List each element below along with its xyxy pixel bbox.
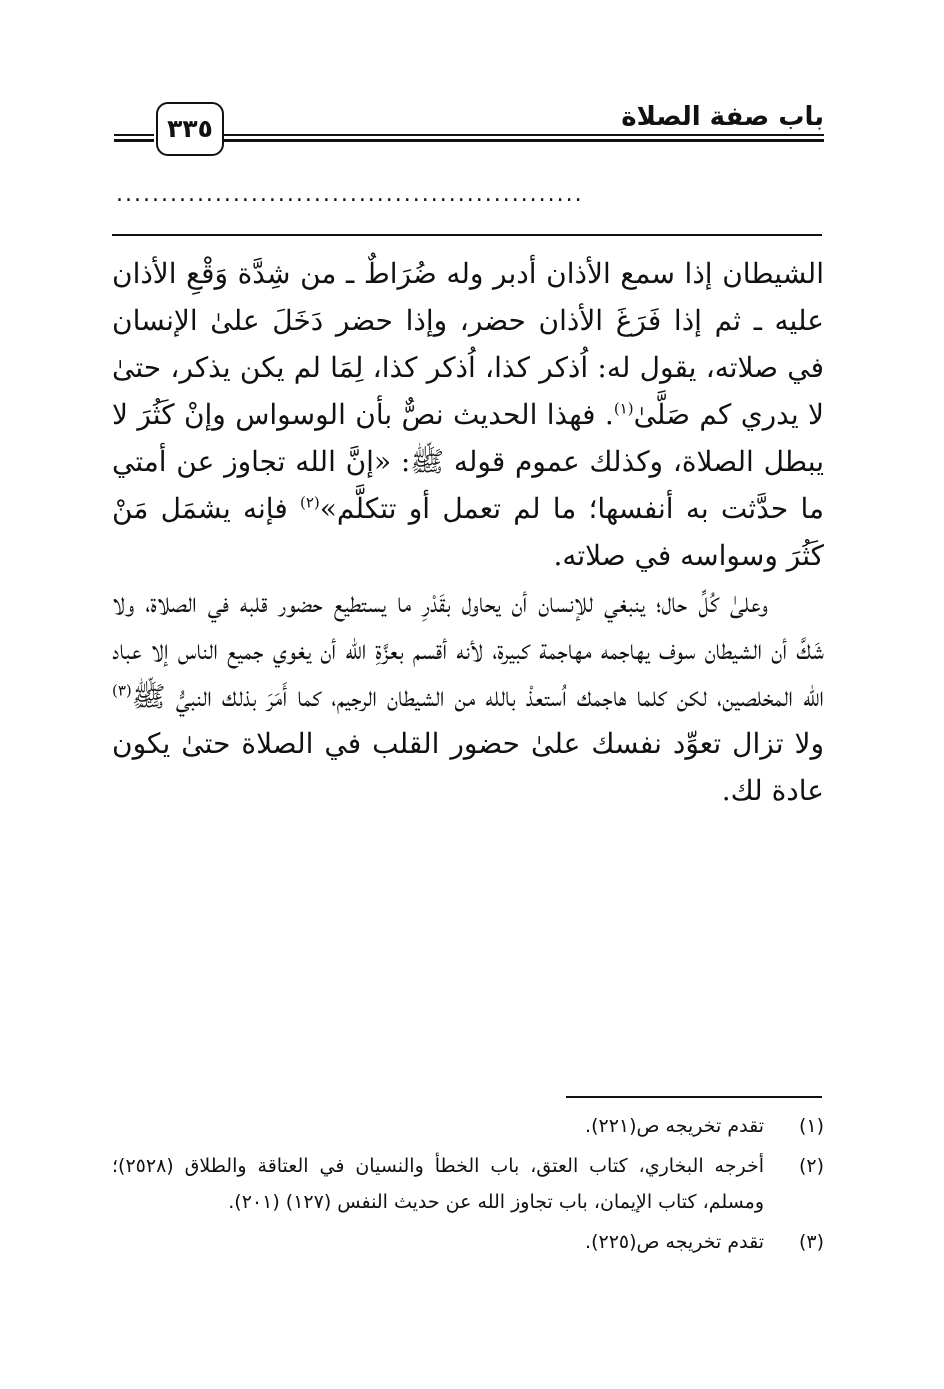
chapter-title: باب صفة الصلاة (621, 102, 824, 132)
footnote-number: (٣) (798, 1231, 824, 1253)
paragraph-2 (112, 579, 824, 814)
footnote-text: تقدم تخريجه ص(٢٢١). (585, 1115, 764, 1137)
paragraph-1-part-1: الشيطان إذا سمع الأذان أدبر وله ضُرَاطٌ ـ من شِدَّة وَقْعِ الأذان عليه ـ ثم إذا فَرَغَ الأذان حضر، وإذا حضر دَخَلَ علىٰ الإنسان في صلاته، يقول له: اُذكر كذا، اُذكر كذا، لِمَا لم يكن يذكر، حتىٰ لا يدري كم صَلَّىٰ (112, 257, 824, 431)
paragraph-2-part-1: وعلىٰ كُلِّ حال؛ ينبغي للإنسان أن يحاول بقَدْرِ ما يستطيع حضور قلبه في الصلاة، ولا شَكَّ أن الشيطان سوف يهاجمه مهاجمة كبيرة، لأنه أقسم بعزَّةِ الله أن يغوي جميع الناس إلا عباد الله المخلصين، لكن كلما هاجمك اُستعذْ بالله من الشيطان الرجيم، كما أَمَرَ بذلك النبيُّ ﷺ (112, 586, 824, 713)
header-rule-left (114, 134, 154, 142)
omission-dots: .................................................... (116, 182, 584, 207)
footnote-ref-3: (٣) (112, 681, 132, 700)
page-number: ٣٣٥ (156, 102, 224, 156)
footnote-number: (١) (798, 1115, 824, 1137)
footnote-text: أخرجه البخاري، كتاب العتق، باب الخطأ والنسيان في العتاقة والطلاق (٢٥٢٨)؛ ومسلم، كتاب الإيمان، باب تجاوز الله عن حديث النفس (١٢٧) (٢٠١). (112, 1155, 764, 1213)
page-header (112, 100, 824, 160)
footnote-item (112, 1148, 824, 1220)
main-text (112, 250, 824, 814)
footnote-separator (566, 1096, 822, 1098)
footnote-text: تقدم تخريجه ص(٢٢٥). (585, 1231, 764, 1253)
paragraph-1 (112, 250, 824, 579)
header-rule-right (222, 134, 824, 142)
content-separator (112, 234, 822, 236)
paragraph-1-part-2: . فهذا الحديث نصٌّ بأن الوسواس وإنْ كَثُرَ لا يبطل الصلاة، وكذلك عموم قوله ﷺ: «إنَّ الله تجاوز عن أمتي ما حدَّثت به أنفسها؛ ما لم تعمل أو تتكلَّم» (112, 398, 825, 525)
footnote-ref-2: (٢) (300, 493, 320, 512)
footnotes (112, 1108, 824, 1264)
footnote-number: (٢) (798, 1155, 824, 1177)
paragraph-2-part-2: ولا تزال تعوِّد نفسك علىٰ حضور القلب في الصلاة حتىٰ يكون عادة لك. (112, 727, 824, 807)
footnote-item (112, 1224, 824, 1260)
paragraph-1-part-3: فإنه يشمَل مَنْ كَثُرَ وسواسه في صلاته. (112, 492, 824, 572)
footnote-ref-1: (١) (613, 399, 634, 418)
footnote-item (112, 1108, 824, 1144)
